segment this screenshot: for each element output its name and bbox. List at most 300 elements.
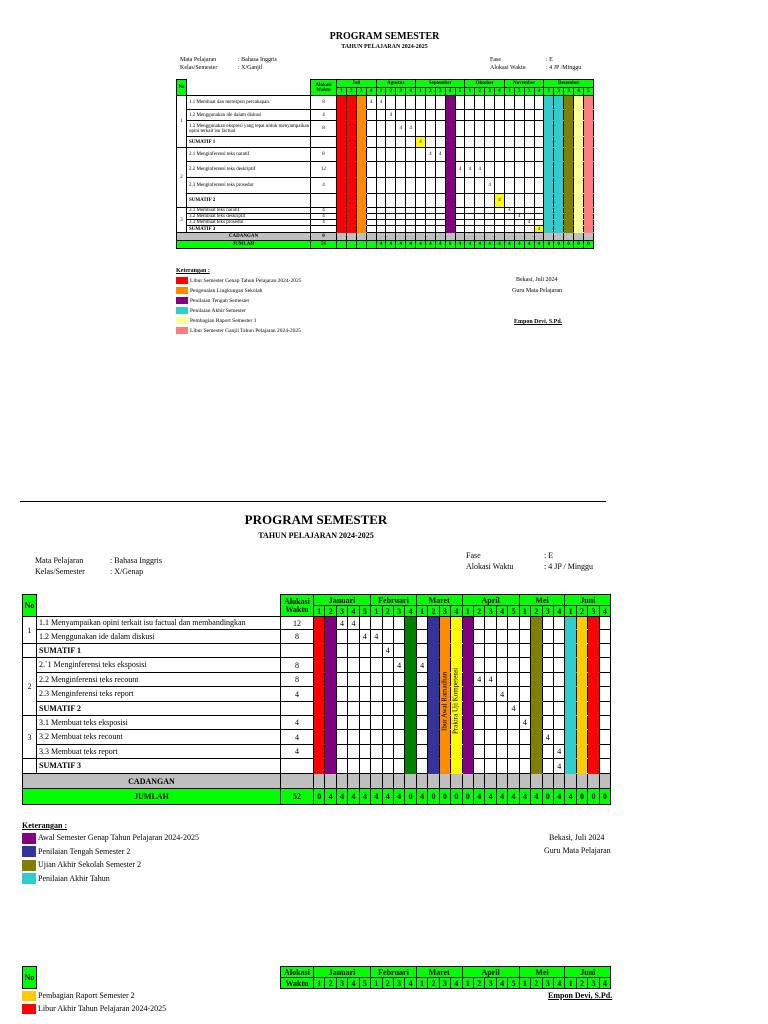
week-number: 3 bbox=[524, 88, 534, 96]
week-cell bbox=[386, 148, 396, 162]
cadangan-week-cell bbox=[428, 774, 439, 789]
week-cell bbox=[325, 630, 336, 644]
week-cell bbox=[325, 745, 336, 759]
week-cell bbox=[485, 194, 495, 208]
week-cell bbox=[534, 96, 544, 110]
cadangan-week-cell bbox=[508, 774, 519, 789]
week-cell bbox=[495, 226, 505, 233]
week-number: 3 bbox=[588, 606, 599, 617]
week-cell: 4 bbox=[393, 658, 404, 673]
week-cell bbox=[504, 121, 514, 137]
week-cell bbox=[396, 96, 406, 110]
mapel-label: Mata Pelajaran bbox=[35, 556, 84, 565]
week-cell bbox=[576, 745, 587, 759]
cadangan-week-cell bbox=[475, 233, 485, 241]
week-cell bbox=[314, 702, 325, 716]
week-cell bbox=[475, 178, 485, 194]
week-cell bbox=[428, 630, 439, 644]
competency-label: 3.2 Membuat teks deskriptif bbox=[187, 214, 311, 220]
week-cell bbox=[485, 745, 496, 759]
week-cell bbox=[346, 162, 356, 178]
week-cell bbox=[519, 630, 530, 644]
week-cell bbox=[544, 121, 554, 137]
jumlah-week-cell: 4 bbox=[465, 241, 475, 249]
week-cell bbox=[348, 759, 359, 774]
week-cell bbox=[485, 658, 496, 673]
week-cell bbox=[524, 178, 534, 194]
cadangan-week-cell bbox=[576, 774, 587, 789]
week-cell: 4 bbox=[474, 673, 485, 687]
week-cell bbox=[393, 630, 404, 644]
week-cell bbox=[416, 702, 427, 716]
jumlah-week-cell: 4 bbox=[416, 789, 427, 805]
week-cell bbox=[382, 759, 393, 774]
jumlah-week-cell: 4 bbox=[359, 789, 370, 805]
week-cell bbox=[445, 110, 455, 121]
week-cell bbox=[396, 162, 406, 178]
week-cell: 4 bbox=[465, 162, 475, 178]
cadangan-week-cell bbox=[524, 233, 534, 241]
jumlah-week-cell: 4 bbox=[496, 789, 507, 805]
cadangan-week-cell bbox=[564, 233, 574, 241]
week-cell bbox=[544, 162, 554, 178]
week-cell bbox=[534, 137, 544, 148]
fase-value: : E bbox=[546, 57, 553, 63]
jumlah-week-cell bbox=[356, 241, 366, 249]
week-number: 4 bbox=[553, 978, 564, 989]
week-cell bbox=[524, 110, 534, 121]
week-number: 3 bbox=[542, 606, 553, 617]
week-cell bbox=[534, 178, 544, 194]
week-cell bbox=[553, 644, 564, 658]
week-cell bbox=[356, 137, 366, 148]
jumlah-week-cell: 4 bbox=[425, 241, 435, 249]
week-cell bbox=[406, 110, 416, 121]
legend-item bbox=[22, 858, 199, 872]
week-number: 3 bbox=[485, 606, 496, 617]
cadangan-week-cell bbox=[348, 774, 359, 789]
week-cell bbox=[496, 658, 507, 673]
alokasi-value: : 4 JP / Minggu bbox=[544, 562, 594, 571]
week-number: 2 bbox=[576, 978, 587, 989]
week-cell bbox=[553, 687, 564, 702]
week-cell bbox=[474, 716, 485, 730]
week-cell bbox=[405, 630, 416, 644]
alokasi-value: : 4 JP /Minggu bbox=[546, 65, 582, 71]
jumlah-week-cell: 0 bbox=[314, 789, 325, 805]
alloc-value bbox=[311, 194, 337, 208]
week-cell bbox=[485, 687, 496, 702]
table-row bbox=[23, 673, 611, 687]
week-cell bbox=[462, 716, 473, 730]
week-cell bbox=[514, 226, 524, 233]
week-cell bbox=[337, 137, 347, 148]
week-number: 4 bbox=[495, 88, 505, 96]
cadangan-label: CADANGAN bbox=[23, 774, 281, 789]
week-cell bbox=[428, 745, 439, 759]
week-cell bbox=[465, 226, 475, 233]
week-cell bbox=[574, 148, 584, 162]
week-cell bbox=[553, 673, 564, 687]
month-header-juli: Juli bbox=[337, 80, 377, 88]
table-row bbox=[177, 226, 594, 233]
table-row bbox=[23, 687, 611, 702]
cadangan-week-cell bbox=[336, 774, 347, 789]
cadangan-week-cell bbox=[371, 774, 382, 789]
table-row bbox=[177, 110, 594, 121]
week-cell bbox=[435, 137, 445, 148]
cadangan-week-cell bbox=[346, 233, 356, 241]
week-number: 5 bbox=[359, 606, 370, 617]
legend-item bbox=[176, 296, 301, 306]
week-number: 5 bbox=[455, 88, 465, 96]
sem1-info-left bbox=[180, 56, 277, 72]
week-cell bbox=[455, 178, 465, 194]
week-cell bbox=[485, 121, 495, 137]
cadangan-week-cell bbox=[382, 774, 393, 789]
week-cell bbox=[553, 716, 564, 730]
week-cell: 4 bbox=[376, 96, 386, 110]
jumlah-week-cell bbox=[346, 241, 356, 249]
sem2-program-table bbox=[22, 594, 611, 805]
legend-text: Ujian Akhir Sekolah Semester 2 bbox=[38, 860, 142, 869]
week-cell bbox=[574, 121, 584, 137]
week-number: 3 bbox=[564, 88, 574, 96]
week-cell bbox=[405, 745, 416, 759]
week-cell bbox=[588, 658, 599, 673]
month-header-juni: Juni bbox=[565, 595, 611, 606]
item-header bbox=[37, 967, 281, 989]
week-cell bbox=[574, 110, 584, 121]
week-cell bbox=[428, 716, 439, 730]
week-cell bbox=[553, 617, 564, 630]
week-cell bbox=[396, 137, 406, 148]
week-cell bbox=[508, 716, 519, 730]
cadangan-week-cell bbox=[386, 233, 396, 241]
competency-label: 3.1 Membuat teks eksposisi bbox=[37, 716, 281, 730]
week-cell bbox=[416, 730, 427, 745]
week-cell bbox=[314, 687, 325, 702]
week-cell bbox=[405, 702, 416, 716]
alloc-value bbox=[281, 702, 314, 716]
week-number: 2 bbox=[325, 606, 336, 617]
week-number: 4 bbox=[348, 606, 359, 617]
week-cell bbox=[348, 687, 359, 702]
alloc-value: 12 bbox=[281, 617, 314, 630]
week-cell bbox=[445, 96, 455, 110]
week-number: 4 bbox=[496, 978, 507, 989]
cadangan-week-cell bbox=[531, 774, 542, 789]
week-cell bbox=[519, 658, 530, 673]
jumlah-week-cell: 4 bbox=[534, 241, 544, 249]
week-number: 2 bbox=[475, 88, 485, 96]
week-cell bbox=[371, 687, 382, 702]
week-cell bbox=[514, 121, 524, 137]
week-cell bbox=[346, 226, 356, 233]
week-cell bbox=[382, 716, 393, 730]
week-cell bbox=[564, 137, 574, 148]
week-cell bbox=[474, 759, 485, 774]
legend-item bbox=[22, 845, 199, 859]
legend-text: Pengenalan Lingkungan Sekolah bbox=[190, 288, 263, 294]
week-cell bbox=[508, 730, 519, 745]
alloc-value bbox=[311, 226, 337, 233]
table-row bbox=[23, 774, 611, 789]
alloc-value: 4 bbox=[311, 220, 337, 226]
week-cell bbox=[356, 162, 366, 178]
cadangan-week-cell bbox=[462, 774, 473, 789]
competency-label: 2.3 Menginferensi teks prosedur bbox=[187, 178, 311, 194]
week-cell bbox=[406, 96, 416, 110]
week-cell bbox=[337, 162, 347, 178]
legend-text: Penilaian Tengah Semester 2 bbox=[38, 846, 131, 856]
week-cell bbox=[565, 658, 576, 673]
week-cell bbox=[425, 194, 435, 208]
week-cell bbox=[393, 702, 404, 716]
legend-item bbox=[22, 831, 199, 845]
week-number: 4 bbox=[599, 978, 610, 989]
week-cell bbox=[435, 110, 445, 121]
week-cell bbox=[531, 658, 542, 673]
week-number: 1 bbox=[565, 606, 576, 617]
week-cell bbox=[428, 702, 439, 716]
month-header-juni: Juni bbox=[565, 967, 611, 978]
week-cell bbox=[519, 745, 530, 759]
week-cell bbox=[337, 96, 347, 110]
week-cell bbox=[325, 730, 336, 745]
item-header bbox=[187, 80, 311, 96]
week-cell bbox=[542, 745, 553, 759]
week-number: 3 bbox=[588, 978, 599, 989]
week-cell bbox=[544, 226, 554, 233]
week-cell bbox=[465, 178, 475, 194]
week-cell bbox=[496, 673, 507, 687]
legend-text: Libur Akhir Tahun Pelajaran 2024-2025 bbox=[38, 1004, 167, 1013]
cadangan-week-cell bbox=[425, 233, 435, 241]
legend-item bbox=[176, 326, 301, 336]
week-cell bbox=[534, 121, 544, 137]
week-cell bbox=[356, 226, 366, 233]
week-number: 4 bbox=[553, 606, 564, 617]
week-number: 1 bbox=[314, 606, 325, 617]
week-cell bbox=[455, 121, 465, 137]
jumlah-week-cell: 4 bbox=[495, 241, 505, 249]
week-cell bbox=[583, 162, 593, 178]
week-number: 1 bbox=[376, 88, 386, 96]
week-cell bbox=[337, 148, 347, 162]
week-cell bbox=[496, 702, 507, 716]
jumlah-week-cell: 0 bbox=[599, 789, 610, 805]
week-cell bbox=[599, 630, 610, 644]
week-cell bbox=[359, 702, 370, 716]
legend-swatch bbox=[176, 277, 188, 284]
week-number: 3 bbox=[435, 88, 445, 96]
week-number: 3 bbox=[439, 978, 450, 989]
sem2-legend-title: Keterangan : bbox=[22, 821, 68, 830]
competency-label: 1.1 Menyampaikan opini terkait isu factual dan membandingkan bbox=[37, 617, 281, 630]
competency-number: 2 bbox=[177, 148, 187, 208]
month-header-mei: Mei bbox=[519, 967, 565, 978]
week-cell bbox=[393, 759, 404, 774]
alloc-value: 8 bbox=[311, 148, 337, 162]
week-cell bbox=[565, 716, 576, 730]
week-cell bbox=[406, 194, 416, 208]
week-number: 4 bbox=[406, 88, 416, 96]
week-number: 2 bbox=[474, 606, 485, 617]
week-cell bbox=[531, 702, 542, 716]
cadangan-week-cell bbox=[599, 774, 610, 789]
competency-label: 1.2 Menggunakan ide dalam diskusi bbox=[187, 110, 311, 121]
week-cell bbox=[376, 162, 386, 178]
week-cell bbox=[396, 110, 406, 121]
week-cell bbox=[534, 194, 544, 208]
sem1-subtitle: TAHUN PELAJARAN 2024-2025 bbox=[341, 44, 428, 50]
week-cell bbox=[425, 137, 435, 148]
week-cell bbox=[359, 759, 370, 774]
table-row bbox=[177, 162, 594, 178]
week-cell bbox=[428, 730, 439, 745]
table-row bbox=[177, 233, 594, 241]
legend-swatch bbox=[176, 327, 188, 334]
week-cell bbox=[356, 110, 366, 121]
week-cell bbox=[588, 702, 599, 716]
week-cell: 4 bbox=[534, 226, 544, 233]
week-number: 2 bbox=[531, 606, 542, 617]
alloc-value: 8 bbox=[281, 630, 314, 644]
jumlah-label: JUMLAH bbox=[23, 789, 281, 805]
week-cell bbox=[386, 137, 396, 148]
week-number: 2 bbox=[382, 606, 393, 617]
week-cell bbox=[599, 745, 610, 759]
week-cell bbox=[445, 194, 455, 208]
week-cell bbox=[474, 687, 485, 702]
sem2-info-left bbox=[35, 555, 162, 577]
week-cell bbox=[496, 617, 507, 630]
week-cell bbox=[366, 194, 376, 208]
week-cell bbox=[514, 194, 524, 208]
week-cell bbox=[574, 194, 584, 208]
week-cell bbox=[519, 702, 530, 716]
week-cell bbox=[576, 702, 587, 716]
week-cell bbox=[416, 121, 426, 137]
week-cell bbox=[462, 745, 473, 759]
week-cell bbox=[359, 658, 370, 673]
week-cell: 4 bbox=[519, 716, 530, 730]
week-cell bbox=[465, 148, 475, 162]
week-cell bbox=[359, 716, 370, 730]
competency-number: 2 bbox=[23, 658, 37, 716]
jumlah-week-cell: 4 bbox=[325, 789, 336, 805]
no-header: No bbox=[23, 967, 37, 989]
week-cell bbox=[485, 630, 496, 644]
alloc-value: 4 bbox=[311, 178, 337, 194]
alokasi-label: Alokasi Waktu bbox=[490, 65, 526, 71]
cadangan-week-cell bbox=[435, 233, 445, 241]
competency-number: 1 bbox=[23, 617, 37, 644]
jumlah-week-cell: 0 bbox=[564, 241, 574, 249]
week-cell bbox=[371, 702, 382, 716]
cadangan-week-cell bbox=[495, 233, 505, 241]
cadangan-week-cell bbox=[439, 774, 450, 789]
week-number: 4 bbox=[445, 88, 455, 96]
week-cell bbox=[519, 730, 530, 745]
month-header-januari: Januari bbox=[314, 967, 371, 978]
alloc-value: 8 bbox=[281, 673, 314, 687]
week-number: 1 bbox=[465, 88, 475, 96]
week-cell bbox=[504, 194, 514, 208]
week-cell bbox=[445, 137, 455, 148]
week-cell bbox=[531, 745, 542, 759]
week-cell bbox=[544, 178, 554, 194]
legend-swatch bbox=[176, 297, 188, 304]
week-cell bbox=[519, 687, 530, 702]
week-cell bbox=[485, 148, 495, 162]
week-cell bbox=[474, 644, 485, 658]
week-cell bbox=[599, 644, 610, 658]
week-cell bbox=[564, 121, 574, 137]
week-cell bbox=[474, 702, 485, 716]
week-cell bbox=[393, 687, 404, 702]
week-number: 4 bbox=[405, 978, 416, 989]
week-cell bbox=[475, 137, 485, 148]
week-cell bbox=[428, 759, 439, 774]
week-cell bbox=[348, 644, 359, 658]
week-cell bbox=[462, 730, 473, 745]
week-cell bbox=[564, 178, 574, 194]
strip-table-header bbox=[22, 966, 611, 989]
week-number: 4 bbox=[599, 606, 610, 617]
week-cell bbox=[416, 96, 426, 110]
week-cell bbox=[325, 702, 336, 716]
week-cell bbox=[588, 730, 599, 745]
week-number: 1 bbox=[416, 606, 427, 617]
week-cell bbox=[336, 658, 347, 673]
week-cell bbox=[462, 687, 473, 702]
week-number: 3 bbox=[485, 88, 495, 96]
week-cell bbox=[474, 730, 485, 745]
week-cell bbox=[425, 96, 435, 110]
week-cell bbox=[406, 178, 416, 194]
legend-item bbox=[176, 306, 301, 316]
week-cell bbox=[382, 630, 393, 644]
month-header-februari: Februari bbox=[371, 967, 417, 978]
week-cell bbox=[346, 148, 356, 162]
week-cell bbox=[405, 716, 416, 730]
week-cell bbox=[462, 617, 473, 630]
week-cell bbox=[583, 194, 593, 208]
week-cell bbox=[376, 121, 386, 137]
week-cell bbox=[485, 644, 496, 658]
week-cell bbox=[495, 121, 505, 137]
week-cell bbox=[553, 658, 564, 673]
cadangan-week-cell bbox=[314, 774, 325, 789]
week-cell bbox=[406, 137, 416, 148]
week-cell bbox=[534, 162, 544, 178]
week-cell bbox=[514, 148, 524, 162]
jumlah-week-cell bbox=[337, 241, 347, 249]
week-cell bbox=[386, 194, 396, 208]
week-cell bbox=[455, 110, 465, 121]
week-cell bbox=[445, 162, 455, 178]
sumatif-label: SUMATIF 2 bbox=[37, 702, 281, 716]
week-cell bbox=[371, 745, 382, 759]
week-cell bbox=[599, 617, 610, 630]
week-cell bbox=[542, 644, 553, 658]
week-cell bbox=[325, 716, 336, 730]
week-cell bbox=[348, 630, 359, 644]
week-cell bbox=[425, 178, 435, 194]
week-cell bbox=[386, 162, 396, 178]
